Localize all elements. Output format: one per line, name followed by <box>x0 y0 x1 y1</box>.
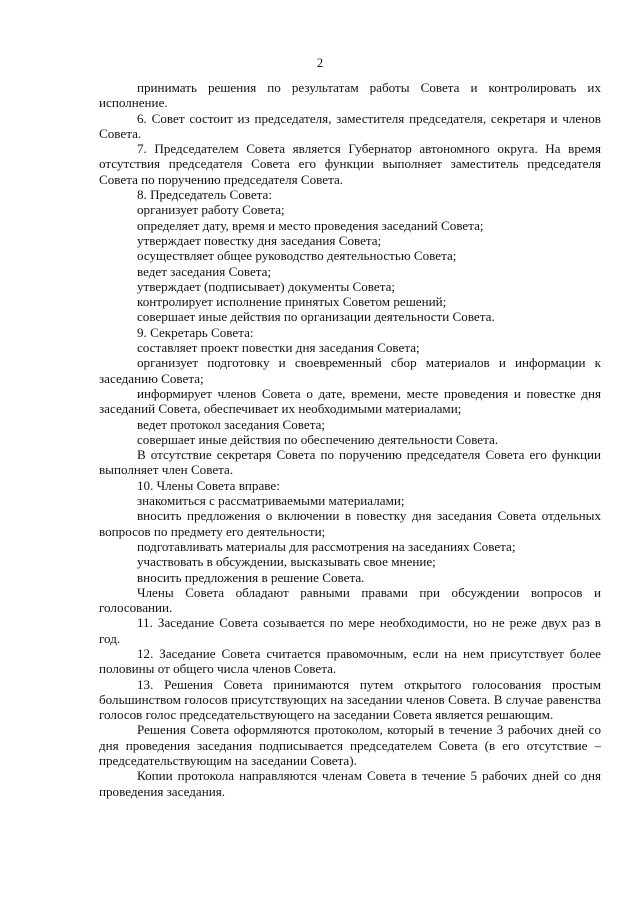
paragraph: утверждает повестку дня заседания Совета; <box>137 232 382 248</box>
paragraph: 10. Члены Совета вправе: <box>137 477 280 493</box>
paragraph: В отсутствие секретаря Совета по поручению председателя Совета его функции выполняет член Совета. <box>99 447 601 478</box>
paragraph: Члены Совета обладают равными правами при обсуждении вопросов и голосовании. <box>99 584 601 616</box>
paragraph: организует работу Совета; <box>137 202 285 218</box>
paragraph: ведет заседания Совета; <box>137 263 272 279</box>
paragraph: знакомиться с рассматриваемыми материалами; <box>137 493 405 509</box>
paragraph: подготавливать материалы для рассмотрения на заседаниях Совета; <box>137 538 516 554</box>
paragraph: осуществляет общее руководство деятельностью Совета; <box>137 248 457 264</box>
paragraph: определяет дату, время и место проведения заседаний Совета; <box>137 217 484 233</box>
paragraph: совершает иные действия по организации деятельности Совета. <box>137 309 495 325</box>
paragraph: информирует членов Совета о дате, времени, месте проведения и повестке дня заседаний Совета, обеспечивает их необходимыми материалами; <box>99 385 601 417</box>
paragraph: вносить предложения в решение Совета. <box>137 569 365 585</box>
paragraph: контролирует исполнение принятых Советом решений; <box>137 294 447 310</box>
paragraph: участвовать в обсуждении, высказывать свое мнение; <box>137 554 436 570</box>
paragraph: 9. Секретарь Совета: <box>137 324 254 340</box>
paragraph: составляет проект повестки дня заседания Совета; <box>137 340 420 356</box>
paragraph: организует подготовку и своевременный сбор материалов и информации к заседанию Совета; <box>99 355 601 386</box>
paragraph: 6. Совет состоит из председателя, заместителя председателя, секретаря и членов Совета. <box>99 110 601 141</box>
paragraph: вносить предложения о включении в повестку дня заседания Совета отдельных вопросов по предмету его деятельности; <box>99 508 601 539</box>
paragraph: утверждает (подписывает) документы Совета; <box>137 278 396 294</box>
paragraph: совершает иные действия по обеспечению деятельности Совета. <box>137 431 499 447</box>
paragraph: 11. Заседание Совета созывается по мере необходимости, но не реже двух раз в год. <box>99 615 601 646</box>
paragraph: Решения Совета оформляются протоколом, который в течение 3 рабочих дней со дня проведения заседания подписывается председателем Совета (в его отсутствие – председательствующим на заседании Совета). <box>99 722 601 769</box>
paragraph: 12. Заседание Совета считается правомочным, если на нем присутствует более половины от общего числа членов Совета. <box>99 645 601 677</box>
paragraph: ведет протокол заседания Совета; <box>137 416 326 432</box>
paragraph: 8. Председатель Совета: <box>137 187 272 203</box>
paragraph: Копии протокола направляются членам Совета в течение 5 рабочих дней со дня проведения заседания. <box>99 768 601 799</box>
document-body <box>99 80 601 799</box>
paragraph: 13. Решения Совета принимаются путем открытого голосования простым большинством голосов присутствующих на заседании членов Совета. В случае равенства голосов голос председательствующего на заседании Совета является решающим. <box>99 676 601 723</box>
paragraph: принимать решения по результатам работы Совета и контролировать их исполнение. <box>99 80 601 111</box>
paragraph: 7. Председателем Совета является Губернатор автономного округа. На время отсутствия председателя Совета его функции выполняет заместитель председателя Совета по поручению председателя Совета. <box>99 141 601 187</box>
page-number: 2 <box>316 56 324 70</box>
